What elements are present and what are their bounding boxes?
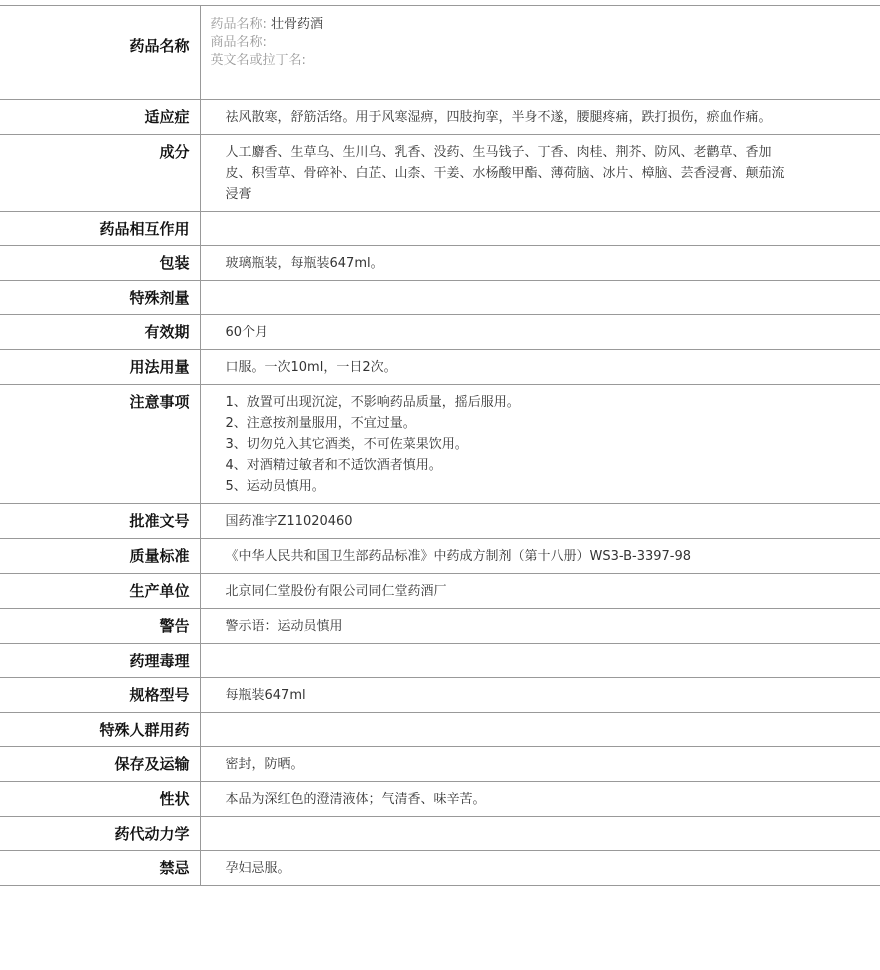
precautions-list <box>200 385 880 504</box>
table-row-pharmacology <box>0 644 880 678</box>
table-row-dosage <box>0 350 880 385</box>
english-name-key: 英文名或拉丁名: <box>210 53 306 68</box>
row-value-text: 孕妇忌服。 <box>225 861 291 876</box>
table-row-drug-name <box>0 6 880 100</box>
row-label: 禁忌 <box>0 851 200 886</box>
table-row-pharmacokinetics <box>0 817 880 851</box>
row-value <box>200 817 880 851</box>
row-label: 警告 <box>0 609 200 644</box>
row-value-text: 《中华人民共和国卫生部药品标准》中药成方制剂（第十八册）WS3-B-3397-98 <box>225 549 692 564</box>
row-value <box>200 315 880 350</box>
table-row-warning <box>0 609 880 644</box>
row-value <box>200 246 880 281</box>
row-value <box>200 350 880 385</box>
list-item: 1、放置可出现沉淀，不影响药品质量，摇后服用。 <box>225 395 520 410</box>
table-row-manufacturer <box>0 574 880 609</box>
row-label: 有效期 <box>0 315 200 350</box>
table-row-interactions <box>0 212 880 246</box>
row-label: 质量标准 <box>0 539 200 574</box>
row-value <box>200 539 880 574</box>
row-value <box>200 504 880 539</box>
row-value <box>200 678 880 713</box>
list-item: 5、运动员慎用。 <box>225 479 325 494</box>
trade-name-line <box>211 34 871 52</box>
row-value-text: 祛风散寒，舒筋活络。用于风寒湿痹，四肢拘挛，半身不遂，腰腿疼痛，跌打损伤，瘀血作痛。 <box>225 110 772 125</box>
list-item: 2、注意按剂量服用，不宜过量。 <box>225 416 416 431</box>
row-value-text: 60个月 <box>225 325 269 340</box>
table-row-special-populations <box>0 713 880 747</box>
table-row-specification <box>0 678 880 713</box>
row-value <box>200 713 880 747</box>
table-row-special-dosage <box>0 281 880 315</box>
trade-name-key: 商品名称: <box>210 35 267 50</box>
row-value-text: 玻璃瓶装，每瓶装647ml。 <box>225 256 384 271</box>
row-label: 成分 <box>0 135 200 212</box>
row-value <box>200 851 880 886</box>
row-label: 特殊人群用药 <box>0 713 200 747</box>
english-name-line <box>211 52 871 70</box>
row-value-text: 口服。一次10ml，一日2次。 <box>225 360 397 375</box>
row-value <box>200 609 880 644</box>
table-row-shelf-life <box>0 315 880 350</box>
row-label: 性状 <box>0 782 200 817</box>
table-row-indications <box>0 100 880 135</box>
generic-name-key: 药品名称: <box>210 17 267 32</box>
table-row-storage <box>0 747 880 782</box>
row-value-text: 北京同仁堂股份有限公司同仁堂药酒厂 <box>225 584 447 599</box>
row-label: 保存及运输 <box>0 747 200 782</box>
row-label: 药品名称 <box>0 6 200 100</box>
row-value <box>200 782 880 817</box>
drug-spec-table <box>0 5 880 886</box>
table-row-packaging <box>0 246 880 281</box>
row-label: 包装 <box>0 246 200 281</box>
drug-name-cell <box>200 6 880 100</box>
row-label: 规格型号 <box>0 678 200 713</box>
row-value <box>200 644 880 678</box>
row-value-text: 密封，防晒。 <box>225 757 304 772</box>
row-label: 注意事项 <box>0 385 200 504</box>
row-label: 适应症 <box>0 100 200 135</box>
table-row-precautions <box>0 385 880 504</box>
table-row-approval-number <box>0 504 880 539</box>
row-value-text: 本品为深红色的澄清液体；气清香、味辛苦。 <box>225 792 486 807</box>
row-value <box>200 212 880 246</box>
row-value <box>200 281 880 315</box>
list-item: 4、对酒精过敏者和不适饮酒者慎用。 <box>225 458 442 473</box>
row-value-text: 人工麝香、生草乌、生川乌、乳香、没药、生马钱子、丁香、肉桂、荆芥、防风、老鹳草、香加皮、积雪草、骨碎补、白芷、山柰、干姜、水杨酸甲酯、薄荷脑、冰片、樟脑、芸香浸膏、颠茄流浸膏 <box>225 145 785 202</box>
row-label: 批准文号 <box>0 504 200 539</box>
row-value <box>200 135 880 212</box>
table-row-description <box>0 782 880 817</box>
generic-name-line <box>211 16 871 34</box>
row-value <box>200 100 880 135</box>
row-value <box>200 747 880 782</box>
table-row-quality-standard <box>0 539 880 574</box>
row-label: 药品相互作用 <box>0 212 200 246</box>
table-row-ingredients <box>0 135 880 212</box>
row-value-text: 警示语：运动员慎用 <box>225 619 343 634</box>
row-label: 特殊剂量 <box>0 281 200 315</box>
table-row-contraindications <box>0 851 880 886</box>
row-label: 生产单位 <box>0 574 200 609</box>
row-value <box>200 574 880 609</box>
list-item: 3、切勿兑入其它酒类，不可佐菜果饮用。 <box>225 437 468 452</box>
row-value-text: 国药准字Z11020460 <box>225 514 353 529</box>
row-label: 药理毒理 <box>0 644 200 678</box>
row-label: 用法用量 <box>0 350 200 385</box>
generic-name-value: 壮骨药酒 <box>271 17 324 32</box>
row-value-text: 每瓶装647ml <box>225 688 306 703</box>
row-label: 药代动力学 <box>0 817 200 851</box>
